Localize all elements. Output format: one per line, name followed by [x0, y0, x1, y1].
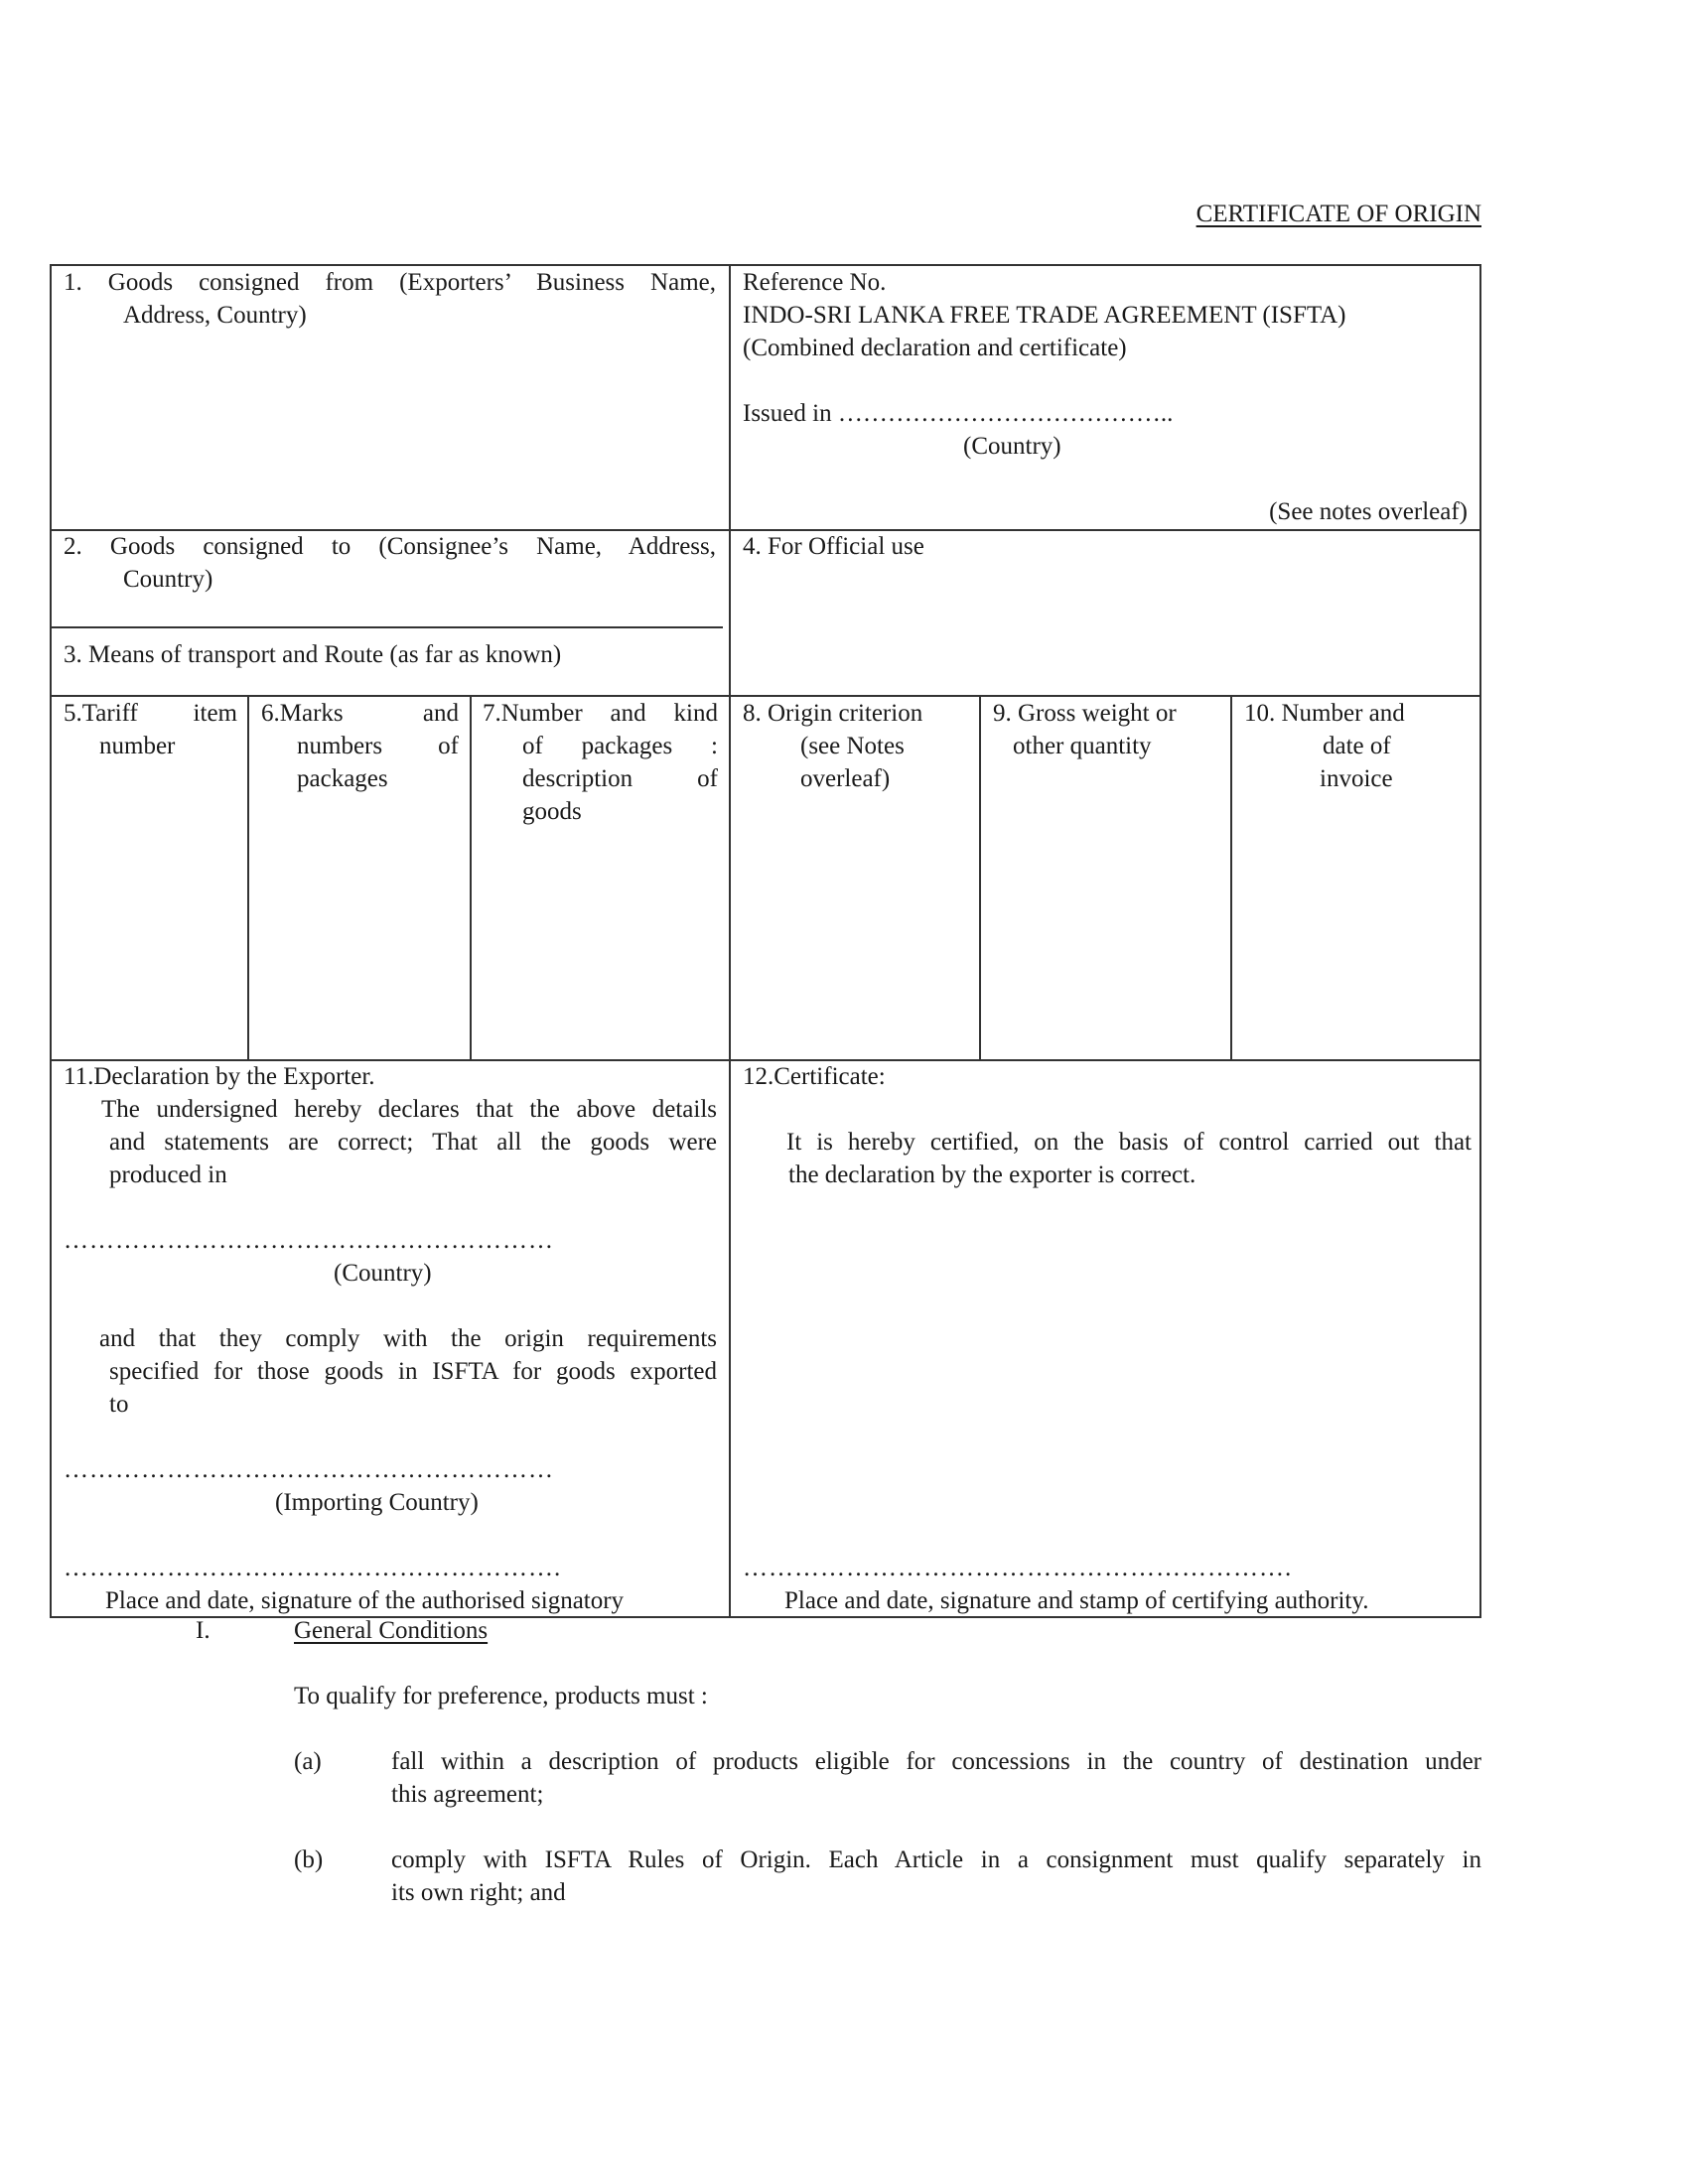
box-11-signature-caption: Place and date, signature of the authorised signatory	[105, 1587, 625, 1614]
box-12-signature-dots: ……………………………………………………….	[743, 1555, 1293, 1581]
box-1-goods-consigned-from	[64, 266, 716, 332]
column-8-line1: 8. Origin criterion	[743, 700, 923, 727]
issued-in-country-caption: (Country)	[963, 433, 1061, 460]
column-7-line3: description of	[522, 765, 718, 792]
column-6-line2: numbers of	[297, 733, 459, 759]
condition-b-line1: comply with ISFTA Rules of Origin. Each Article in a consignment must qualify separately in	[391, 1846, 1481, 1873]
divider-col8-col9	[979, 695, 981, 1059]
general-conditions-intro: To qualify for preference, products must :	[294, 1683, 708, 1709]
column-10-line2: date of	[1323, 733, 1391, 759]
box-11-importing-country-dots: …………………………………………………	[64, 1456, 554, 1483]
box-11-heading: 11.Declaration by the Exporter.	[64, 1063, 375, 1090]
reference-no-label: Reference No.	[743, 269, 887, 296]
divider-col5-col6	[247, 695, 249, 1059]
box-12-p1-line1: It is hereby certified, on the basis of control carried out that	[786, 1129, 1472, 1156]
box-12-p1-line2: the declaration by the exporter is correct.	[788, 1161, 1196, 1188]
column-5-line2: number	[99, 733, 176, 759]
condition-a-marker: (a)	[294, 1748, 322, 1775]
box-11-country-dots: …………………………………………………	[64, 1227, 554, 1254]
box-11-p1-line3: produced in	[109, 1161, 227, 1188]
box-11-declaration-by-exporter	[64, 1060, 717, 1617]
column-9-gross-weight	[993, 697, 1221, 762]
box-11-p1-line2: and statements are correct; That all the goods were	[109, 1129, 717, 1156]
column-5-tariff-item-number	[64, 697, 237, 762]
box-4-label: 4. For Official use	[743, 533, 924, 560]
column-10-number-and-date-of-invoice	[1244, 697, 1473, 795]
box-12-heading: 12.Certificate:	[743, 1063, 886, 1090]
column-7-line1: 7.Number and kind	[483, 700, 718, 727]
box-1-label-line1: 1. Goods consigned from (Exporters’ Business Name,	[64, 269, 716, 296]
condition-b-line2: its own right; and	[391, 1879, 566, 1906]
box-11-p2-line2: specified for those goods in ISFTA for goods exported	[109, 1358, 717, 1385]
divider-col6-col7	[470, 695, 472, 1059]
condition-b-text	[391, 1843, 1481, 1909]
column-10-line3: invoice	[1320, 765, 1393, 792]
column-10-line1: 10. Number and	[1244, 700, 1405, 727]
divider-box11-box12	[729, 1059, 731, 1618]
column-6-marks-and-numbers	[261, 697, 459, 795]
box-3-means-of-transport	[64, 638, 719, 671]
divider-box2-box3	[52, 626, 723, 628]
box-1-label-line2: Address, Country)	[123, 302, 307, 329]
general-conditions-numeral: I.	[196, 1617, 211, 1644]
column-7-number-and-kind-of-packages	[483, 697, 718, 828]
divider-col7-col8	[729, 695, 731, 1059]
column-7-line2: of packages :	[522, 733, 718, 759]
document-title: CERTIFICATE OF ORIGIN	[1196, 201, 1481, 227]
column-5-line1: 5.Tariff item	[64, 700, 237, 727]
reference-box	[743, 266, 1470, 528]
condition-a-line1: fall within a description of products eligible for concessions in the country of destination under	[391, 1748, 1481, 1775]
box-11-signature-dots: ………………………………………………….	[64, 1555, 562, 1581]
agreement-subtitle: (Combined declaration and certificate)	[743, 335, 1127, 361]
certificate-form	[50, 264, 1481, 1618]
column-9-line2: other quantity	[1013, 733, 1152, 759]
see-notes-overleaf: (See notes overleaf)	[1269, 498, 1468, 525]
box-3-label: 3. Means of transport and Route (as far as known)	[64, 641, 562, 668]
column-6-line3: packages	[297, 765, 388, 792]
box-4-official-use	[743, 530, 1438, 563]
box-11-p2-line1: and that they comply with the origin requirements	[99, 1325, 717, 1352]
agreement-name: INDO-SRI LANKA FREE TRADE AGREEMENT (ISFTA)	[743, 302, 1346, 329]
condition-a-line2: this agreement;	[391, 1781, 544, 1808]
box-12-certificate	[743, 1060, 1472, 1617]
divider-col9-col10	[1230, 695, 1232, 1059]
box-11-p2-line3: to	[109, 1391, 129, 1418]
box-11-p1-line1: The undersigned hereby declares that the above details	[101, 1096, 717, 1123]
box-12-signature-caption: Place and date, signature and stamp of certifying authority.	[784, 1587, 1369, 1614]
box-2-label-line1: 2. Goods consigned to (Consignee’s Name, Address,	[64, 533, 716, 560]
column-7-line4: goods	[522, 798, 582, 825]
column-8-line3: overleaf)	[800, 765, 891, 792]
column-8-origin-criterion	[743, 697, 971, 795]
condition-a-text	[391, 1745, 1481, 1811]
column-6-line1: 6.Marks and	[261, 700, 459, 727]
condition-b-marker: (b)	[294, 1846, 324, 1873]
box-11-importing-country-caption: (Importing Country)	[275, 1489, 479, 1516]
issued-in-field: Issued in …………………………………..	[743, 400, 1174, 427]
box-2-label-line2: Country)	[123, 566, 213, 593]
general-conditions-heading: General Conditions	[294, 1617, 489, 1644]
divider-vertical-main-top	[729, 266, 731, 695]
box-11-country-caption: (Country)	[334, 1260, 432, 1287]
column-9-line1: 9. Gross weight or	[993, 700, 1177, 727]
box-2-goods-consigned-to	[64, 530, 716, 596]
column-8-line2: (see Notes	[800, 733, 905, 759]
